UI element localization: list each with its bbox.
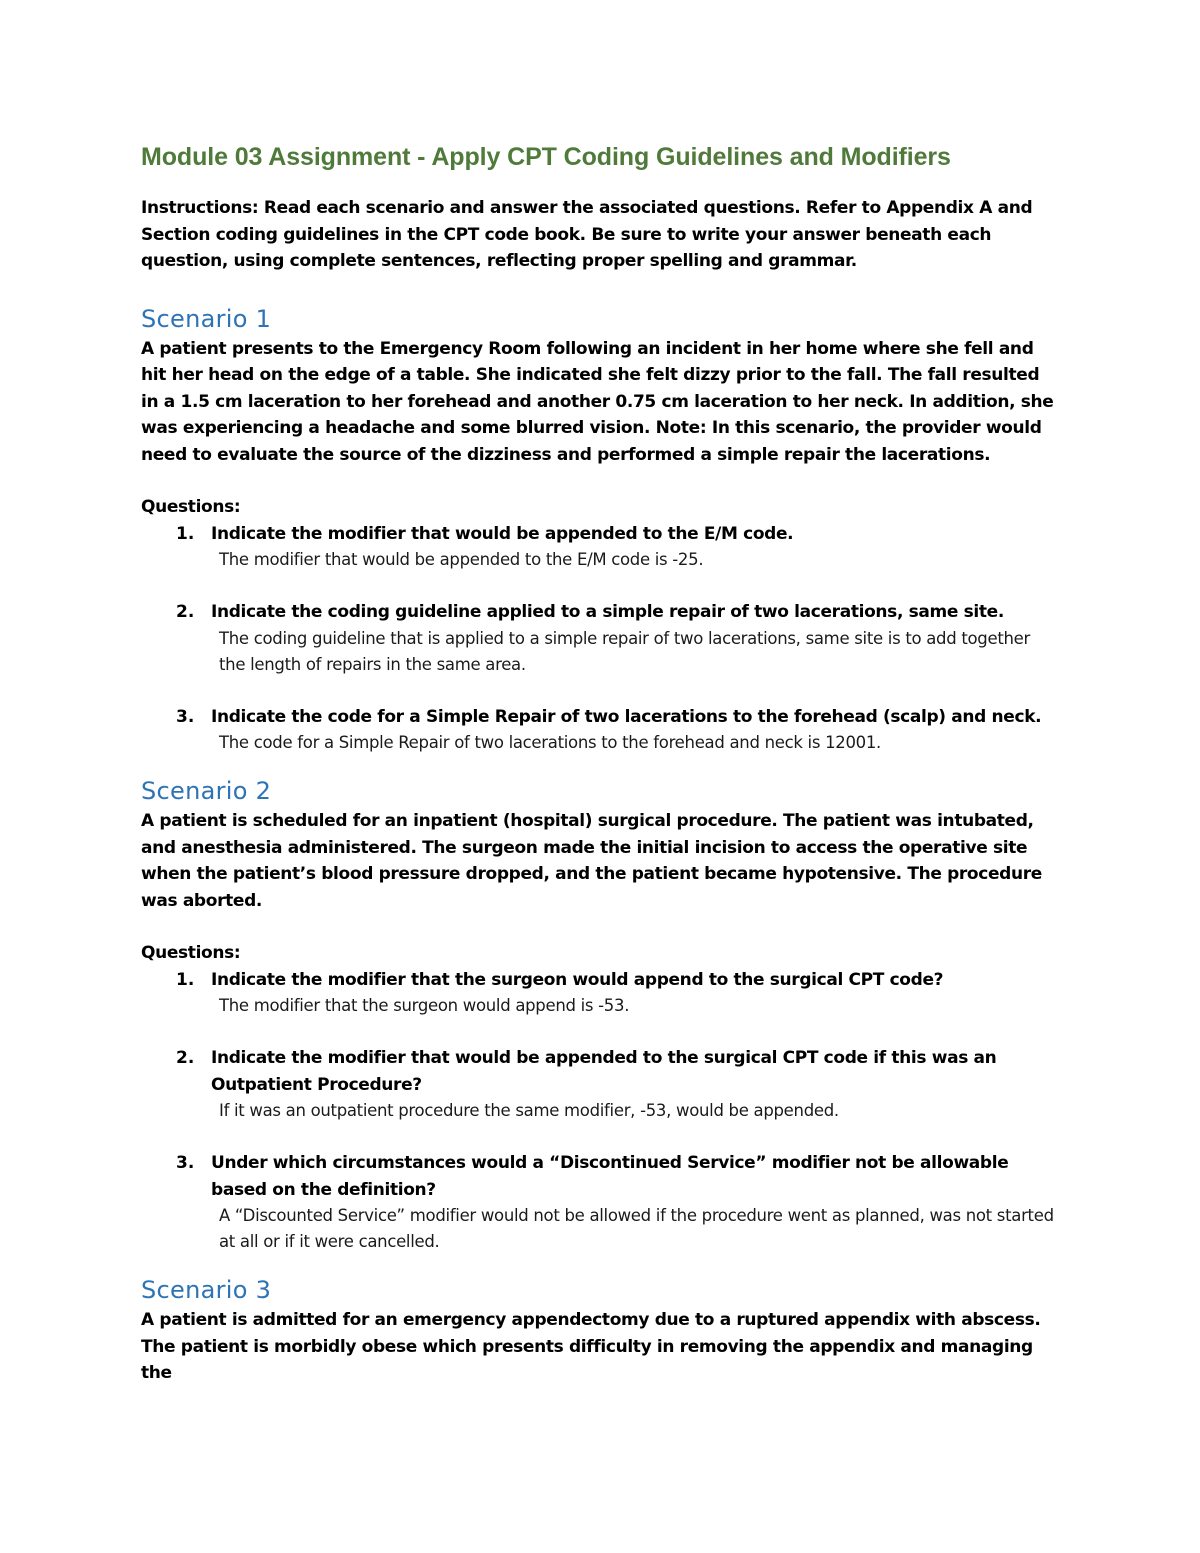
scenario-2-section [141,774,1061,1255]
answer-text: The coding guideline that is applied to a simple repair of two lacerations, same site is to add together the length of repairs in the same area. [219,628,1030,674]
question-text: Indicate the code for a Simple Repair of two lacerations to the forehead (scalp) and neck. [211,706,1042,727]
answer-text: The modifier that would be appended to the E/M code is -25. [219,550,704,569]
question-number: 3. [176,706,195,727]
question-text: Indicate the coding guideline applied to a simple repair of two lacerations, same site. [211,602,1004,622]
question-item [141,1045,1061,1124]
scenario-text: A patient is scheduled for an inpatient (hospital) surgical procedure. The patient was intubated, and anesthesia administered. The surgeon made the initial incision to access the operative site when the patient’s blood pressure dropped, and the patient became hypotensive. The procedure was aborted. [141,811,1042,911]
question-list [141,967,1061,1256]
question-item [141,704,1061,757]
question-list [141,521,1061,757]
document-page [141,138,1061,1413]
scenario-3-section [141,1273,1061,1387]
instructions-paragraph: Instructions: Read each scenario and answer the associated questions. Refer to Appendix A and Section coding guidelines in the CPT code book. Be sure to write your answer beneath each question, using complete sentences, reflecting proper spelling and grammar. [141,198,1033,271]
questions-label: Questions: [141,497,241,517]
scenario-heading: Scenario 2 [141,777,272,805]
question-text: Indicate the modifier that would be appended to the surgical CPT code if this was an Outpatient Procedure? [211,1048,997,1095]
question-item [141,599,1061,678]
question-text: Indicate the modifier that would be appended to the E/M code. [211,523,794,544]
question-number: 1. [176,969,195,990]
question-item [141,1150,1061,1255]
question-number: 3. [176,1153,195,1173]
answer-text: If it was an outpatient procedure the same modifier, -53, would be appended. [219,1101,839,1120]
scenario-text: A patient is admitted for an emergency appendectomy due to a ruptured appendix with abscess. The patient is morbidly obese which presents difficulty in removing the appendix and managing the [141,1310,1041,1383]
answer-text: The modifier that the surgeon would append is -53. [219,996,630,1015]
questions-label: Questions: [141,943,241,963]
scenario-1-section [141,302,1061,757]
question-number: 2. [176,1048,195,1068]
question-item [141,521,1061,574]
scenario-heading: Scenario 1 [141,304,272,333]
question-number: 2. [176,602,195,622]
question-item [141,967,1061,1020]
scenario-heading: Scenario 3 [141,1276,272,1304]
answer-text: A “Discounted Service” modifier would not be allowed if the procedure went as planned, was not started at all or if it were cancelled. [219,1206,1054,1251]
answer-text: The code for a Simple Repair of two lacerations to the forehead and neck is 12001. [219,733,882,752]
document-title: Module 03 Assignment - Apply CPT Coding Guidelines and Modifiers [141,143,951,171]
question-number: 1. [176,523,195,544]
question-text: Indicate the modifier that the surgeon would append to the surgical CPT code? [211,969,944,990]
scenario-text: A patient presents to the Emergency Room following an incident in her home where she fell and hit her head on the edge of a table. She indicated she felt dizzy prior to the fall. The fall resulted in a 1.5 cm laceration to her forehead and another 0.75 cm laceration to her neck. In addition, she was experiencing a headache and some blurred vision. Note: In this scenario, the provider would need to evaluate the source of the dizziness and performed a simple repair the lacerations. [141,338,1054,465]
question-text: Under which circumstances would a “Discontinued Service” modifier not be allowable based on the definition? [211,1153,1009,1200]
